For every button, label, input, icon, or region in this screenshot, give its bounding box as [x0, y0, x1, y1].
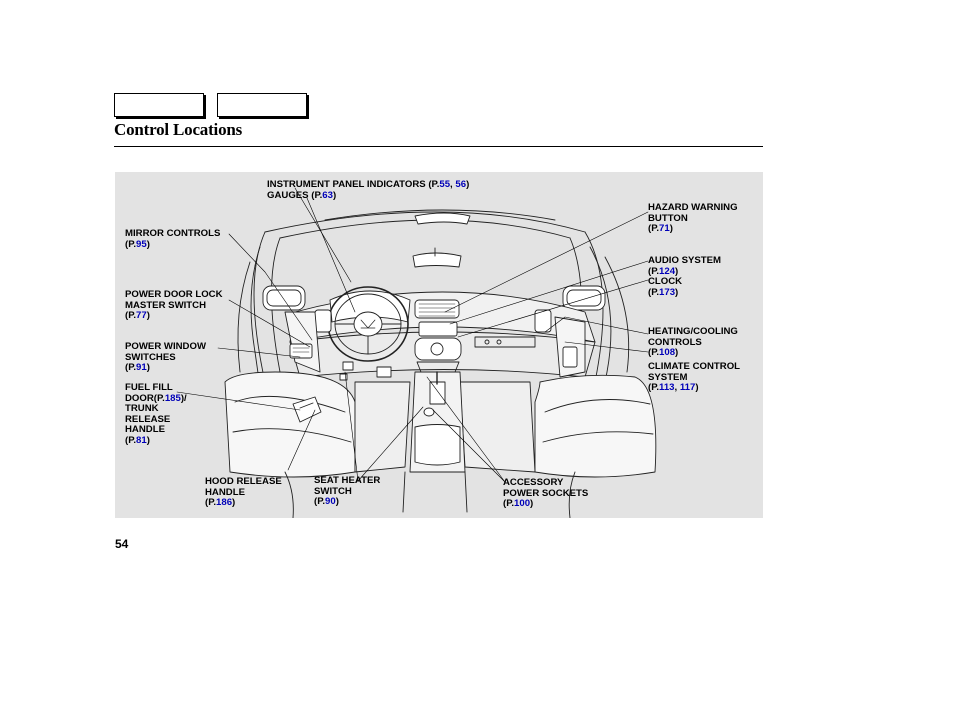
- interior-illustration-panel: [115, 172, 763, 518]
- label-accessory-power-sockets: ACCESSORY POWER SOCKETS (P.100): [503, 477, 589, 510]
- page-link-108[interactable]: 108: [659, 347, 676, 359]
- label-gauges: GAUGES (P.63): [267, 190, 337, 201]
- nav-button-main-menu[interactable]: [114, 93, 204, 117]
- page-link-56[interactable]: 56: [455, 179, 467, 190]
- label-climate-control-system: CLIMATE CONTROL SYSTEM (P.113, 117): [648, 361, 741, 394]
- page-link-124[interactable]: 124: [659, 265, 676, 277]
- label-seat-heater-switch: SEAT HEATER SWITCH (P.90): [314, 475, 381, 508]
- page-link-113[interactable]: 113: [659, 382, 675, 394]
- page-number: 54: [115, 537, 129, 551]
- page-link-186[interactable]: 186: [216, 497, 233, 509]
- label-hood-release-handle: HOOD RELEASE HANDLE (P.186): [205, 476, 282, 509]
- page-link-71[interactable]: 71: [659, 223, 670, 235]
- page-link-173[interactable]: 173: [659, 286, 676, 298]
- page-link-91[interactable]: 91: [136, 362, 147, 374]
- page-link-185[interactable]: 185: [164, 392, 181, 404]
- page-link-90[interactable]: 90: [325, 496, 336, 508]
- label-hazard-warning-button: HAZARD WARNING BUTTON (P.71): [648, 202, 738, 235]
- page-title: Control Locations: [114, 120, 243, 139]
- label-fuel-fill-door-trunk-release: FUEL FILL DOOR(P.185)/ TRUNK RELEASE HANDLE (P.81): [125, 382, 187, 446]
- page-link-95[interactable]: 95: [136, 238, 147, 250]
- page-link-77[interactable]: 77: [136, 310, 147, 322]
- label-instrument-panel-indicators: INSTRUMENT PANEL INDICATORS (P.55, 56): [267, 179, 470, 190]
- page-link-81[interactable]: 81: [136, 434, 147, 446]
- label-heating-cooling-controls: HEATING/COOLING CONTROLS (P.108): [648, 326, 738, 359]
- nav-button-table-of-contents[interactable]: [217, 93, 307, 117]
- page-link-117[interactable]: 117: [679, 382, 696, 394]
- label-power-door-lock-master-switch: POWER DOOR LOCK MASTER SWITCH (P.77): [125, 289, 223, 322]
- label-mirror-controls: MIRROR CONTROLS (P.95): [125, 228, 221, 250]
- label-power-window-switches: POWER WINDOW SWITCHES (P.91): [125, 341, 207, 374]
- page-link-55[interactable]: 55: [439, 179, 451, 190]
- title-divider: [114, 146, 763, 147]
- page-link-63[interactable]: 63: [322, 190, 333, 201]
- label-audio-system: AUDIO SYSTEM (P.124) CLOCK (P.173): [648, 255, 722, 298]
- page-link-100[interactable]: 100: [514, 498, 531, 510]
